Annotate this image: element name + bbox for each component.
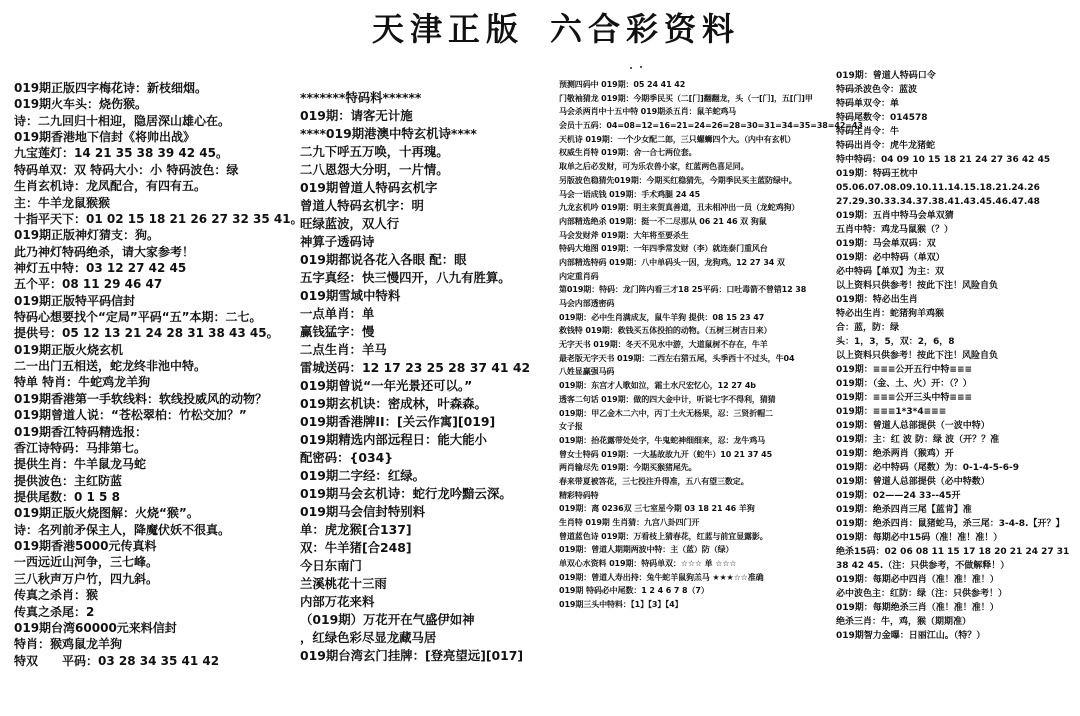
column-4-line: 头：1，3，5，双：2，6，8 [836, 337, 955, 347]
column-2-line: 曾道人特码玄机字：明 [300, 198, 424, 213]
column-4-line: 019期：曾道人总部提供（必中特数） [836, 477, 990, 487]
column-4 [836, 69, 1074, 649]
column-1-line: 特单 特肖：牛蛇鸡龙羊狗 [14, 375, 151, 390]
title-right: 六合彩资料 [550, 10, 741, 48]
column-3-line: 两肖输尽先 019期：今期买猴猪尾先。 [559, 463, 697, 473]
column-1-line: 特双 平码：03 28 34 35 41 42 [14, 653, 220, 668]
column-4-line: 019期：绝杀四肖：鼠猪蛇马，杀三尾：3-4-8.【开？】 [836, 519, 1065, 529]
column-3-line: 019期：曾道人期期两波中特：主（蓝）防（绿） [559, 545, 734, 555]
column-4-line: 27.29.30.33.34.37.38.41.43.45.46.47.48 [836, 197, 1040, 207]
column-2-line: 019期精选内部远程日：能大能小 [300, 432, 487, 447]
column-1-line: 提供尾数：0 1 5 8 [14, 489, 120, 504]
column-3-line: 女子报 [559, 422, 583, 432]
column-4-line: 019期：特必出生肖 [836, 295, 918, 305]
column-2-line: 019期台湾玄门挂牌：[登亮望远][017] [300, 648, 524, 663]
column-1-line: 五个平：08 11 29 46 47 [14, 277, 163, 292]
column-4-line: 特码出肖令：虎牛龙猪蛇 [836, 141, 936, 151]
column-2-line: 单：虎龙猴[合137] [300, 522, 412, 537]
column-2-line: 019期二字经：红绿。 [300, 468, 425, 483]
column-4-line: 019期：绝杀两肖（猴鸡）开 [836, 449, 954, 459]
column-3-line: 天机诗 019期：一个少女配二郎，三只螺蛳四个大。（内中有玄机） [559, 134, 796, 144]
column-1-line: 019期香江特码精选报： [14, 424, 148, 439]
column-4-line: 019期：特码王枕中 [836, 169, 918, 179]
column-1 [14, 80, 303, 680]
column-1-line: 提供号：05 12 13 21 24 28 31 38 43 45。 [14, 326, 279, 341]
print-speck [630, 67, 632, 69]
title-left: 天津正版 [372, 10, 525, 48]
column-3-line: 无字天书 019期：冬天不见水中游，大道鼠树不存在，牛羊 [559, 340, 768, 350]
column-3-line: 单双心水资料 019期：特码单双：☆☆☆ 单 ☆☆☆ [559, 559, 737, 569]
column-1-line: 三八秋声万户竹，四九斜。 [14, 571, 159, 586]
column-1-line: 019期曾道人说：“苍松翠柏：竹松交加？” [14, 408, 247, 423]
column-1-line: 019期香港地下信封《将帅出战》 [14, 130, 196, 145]
column-2 [300, 89, 555, 674]
column-3-line: 精彩特码特 [559, 490, 599, 500]
column-1-line: 诗：名列前矛保主人，降魔伏妖不很真。 [14, 522, 231, 537]
column-3-line: 内部精选绝杀 019期：挺一不二尽那从 06 21 46 双 狗鼠 [559, 216, 767, 226]
column-3-line: 生肖特 019期 生肖猜：九宫八卦四门开 [559, 518, 700, 527]
column-2-line: 一点单肖：单 [300, 306, 375, 321]
column-4-line: 019期：必中特码（单双） [836, 253, 945, 263]
column-4-line: 019期：02——24 33--45开 [836, 491, 961, 501]
column-2-line: 旺绿蓝波，双人行 [300, 216, 400, 231]
column-1-line: 十指平天下：01 02 15 18 21 26 27 32 35 41。 [14, 211, 303, 226]
column-4-line: 特中特码：04 09 10 15 18 21 24 27 36 42 45 [836, 155, 1051, 165]
column-3-line: 春来带夏被答花，三七投注升得准，五八有望三数定。 [559, 476, 749, 486]
column-3-line: 马会杀两肖中十五中特 019期杀五肖：鼠羊蛇鸡马 [559, 107, 737, 117]
column-1-line: 传真之杀肖：猴 [14, 588, 99, 603]
column-4-line: 特码生肖令：牛 [836, 127, 900, 137]
column-3-line: 马会发财斧 019期：大年将至要杀生 [559, 230, 689, 240]
column-3 [559, 78, 863, 618]
column-2-line: 019期：请客无计施 [300, 108, 413, 123]
column-2-line: 内部万花来料 [300, 594, 375, 609]
column-2-line: 双：牛羊猪[合248] [300, 540, 412, 555]
column-2-line: 配密码：{034} [300, 450, 394, 465]
column-1-line: 019期正版神灯猜支：狗。 [14, 228, 160, 243]
column-1-line: 此乃神灯特码绝杀，请大家参考！ [14, 244, 195, 259]
column-1-line: 神灯五中特：03 12 27 42 45 [14, 260, 187, 275]
column-1-line: 019期台湾60000元来料信封 [14, 620, 177, 635]
column-1-line: 特肖：猴鸡鼠龙羊狗 [14, 637, 123, 652]
column-1-line: 提供生肖：牛羊鼠龙马蛇 [14, 457, 147, 472]
column-2-line: ，红绿色彩尽显龙藏马居 [300, 630, 437, 645]
column-2-line: 雷城送码：12 17 23 25 28 37 41 42 [300, 360, 531, 375]
column-4-line: 特码单双令：单 [836, 99, 900, 109]
column-2-line: 019期曾说“一年光景还可以。” [300, 378, 473, 393]
column-2-line: 今日东南门 [300, 558, 362, 573]
column-4-line: 019期：绝杀四肖三尾【蓝肯】准 [836, 505, 972, 515]
column-4-line: 019期：每期绝杀三肖（准！准！准！） [836, 603, 999, 613]
column-1-line: 019期正版四字梅花诗：新枝细烟。 [14, 81, 208, 95]
column-4-line: 019期：马会单双码：双 [836, 239, 936, 249]
column-4-line: 019期：（金、土、火）开：（？） [836, 379, 972, 389]
column-4-line: 019期：≡≡≡1*3*4≡≡≡ [836, 407, 947, 417]
column-1-line: 019期正版特平码信封 [14, 293, 136, 308]
column-2-line: 019期曾道人特码玄机字 [300, 180, 438, 195]
column-2-line: *******特码料****** [300, 90, 422, 105]
column-3-line: 019期 特码必中尾数：1 2 4 6 7 8（7） [559, 586, 709, 596]
column-2-line: 兰溪桃花十三雨 [300, 576, 387, 591]
column-3-line: 内部精选特码 019期：八中单码头一因，龙狗鸡。12 27 34 双 [559, 257, 785, 267]
column-1-line: 诗：二九回归十相迎，隐居深山雄心在。 [14, 113, 231, 128]
column-4-line: 019期：每期必中四肖（准！准！准！） [836, 575, 999, 585]
column-1-line: 019期香港第一手软线料：软线投威风的动物？ [14, 391, 268, 406]
column-1-line: 传真之杀尾：2 [14, 604, 95, 619]
column-4-line: 特必出生肖：蛇猪狗羊鸡猴 [836, 309, 945, 319]
column-2-line: 神算子透码诗 [300, 234, 375, 249]
column-2-line: 019期香港牌II：[关云作寓][019] [300, 414, 496, 429]
column-2-line: 019期马会玄机诗：蛇行龙吟黯云深。 [300, 486, 512, 501]
column-4-line: 019期：每期必中15码（准！准！准！） [836, 533, 1003, 543]
column-4-line: 019期：≡≡≡公开三头中特≡≡≡ [836, 393, 973, 403]
column-4-line: 合：蓝，防：绿 [836, 323, 900, 333]
column-4-line: 019期：五肖中特马会单双猜 [836, 211, 954, 221]
column-4-line: 绝杀15码：02 06 08 11 15 17 18 20 21 24 27 31 [836, 547, 1070, 557]
column-1-line: 特码心想要找个“定局”平码“五”本期：二七。 [14, 310, 262, 325]
column-2-line: 二点生肖：羊马 [300, 342, 387, 357]
column-2-line: （019期）万花开在气盛伊如神 [300, 612, 475, 627]
column-4-line: 以上资料只供参考！按此下注！风险自负 [836, 351, 999, 361]
page-title [372, 8, 792, 50]
column-3-line: 透客二句话 019期：做的四大金中计，听说七字不得利，猜猜 [559, 394, 776, 404]
column-3-line: 救钱特 019期：救钱买五体投拍的动物。（五树三树吉日来） [559, 326, 772, 336]
column-2-line: 019期马会信封特别料 [300, 504, 425, 519]
column-3-line: 019期：甲乙金木二六中，丙丁土火无杨果，忍：三贤折帽二 [559, 408, 773, 418]
column-4-line: 必中波色主：红防：绿（注：只供参考！） [836, 589, 1008, 599]
column-4-line: 019期：曾道人总部提供（一波中特） [836, 421, 990, 431]
column-3-line: 019期：抬花露带处处字，牛鬼蛇神细细来，忍：龙牛鸡马 [559, 435, 765, 445]
column-3-line: 第019期：特码：龙门阵内看三才18 25平码：口吐毒箭不曾错12 38 [559, 285, 807, 295]
column-1-line: 提供波色：主红防蓝 [14, 473, 123, 488]
column-1-line: 019期正版火烧图解：火烧“猴”。 [14, 506, 199, 521]
column-4-line: 五肖中特：鸡龙马鼠猴（？） [836, 225, 954, 235]
column-3-line: 马会内部透密码 [559, 299, 615, 308]
column-3-line: 九龙玄机吟 019期：明主来贺真善道，丑未相冲出一员（龙蛇鸡狗） [559, 203, 800, 213]
column-3-line: 取单之后必发财，可为乐农兽小家，红蓝两色喜足同。 [559, 162, 749, 172]
column-2-line: 019期都说各花入各眼 配：眼 [300, 252, 467, 267]
column-1-line: 九宝莲灯：14 21 35 38 39 42 45。 [14, 146, 228, 161]
column-4-line: 019期：曾道人特码口令 [836, 71, 936, 81]
column-4-line: 019期：主：红 波 防：绿 波（开？？准 [836, 435, 1000, 445]
column-3-line: 曾女士特码 019期：一大基故故九开（蛇牛）10 21 37 45 [559, 449, 773, 459]
column-3-line: 另版波色稳猜先019期：今期买红稳猜先，今期季民买主蓝防绿中。 [559, 175, 797, 185]
column-4-line: 以上资料只供参考！按此下注！风险自负 [836, 281, 999, 291]
column-4-line: 019期：≡≡≡公开五行中特≡≡≡ [836, 365, 973, 375]
column-4-line: 05.06.07.08.09.10.11.14.15.18.21.24.26 [836, 183, 1040, 193]
column-3-line: 019期：必中生肖满成友，鼠牛羊狗 提供：08 15 23 47 [559, 312, 765, 322]
column-4-line: 必中特码【单双】为主：双 [836, 267, 945, 277]
column-3-line: 门敬袖猜龙 019期：今期季民买（二[门]翻翻龙，头（一[门]，五[门]甲 [559, 93, 813, 103]
column-1-line: 019期正版火烧玄机 [14, 342, 124, 357]
column-3-line: 八姓显赢强马码 [559, 367, 615, 377]
column-2-line: 019期玄机诀：密成林，叶森森。 [300, 396, 487, 411]
column-2-line: 五字真经：快三慢四开，八九有胜算。 [300, 270, 511, 285]
column-4-line: 绝杀三肖：牛，鸡，猴（期期准） [836, 617, 972, 627]
column-2-line: 赢钱猛字：慢 [300, 324, 375, 339]
column-4-line: 特码杀波色令：蓝波 [836, 85, 918, 95]
column-2-line: ****019期港澳中特玄机诗**** [300, 126, 477, 141]
column-2-line: 019期雪域中特料 [300, 288, 401, 303]
column-3-line: 019期：东宫才人歌如泣，霜土水尺宏忆心，12 27 4b [559, 381, 756, 391]
column-4-line: 38 42 45.（注：只供参考，不做解释！） [836, 561, 1010, 571]
print-speck [640, 66, 642, 68]
column-1-line: 生肖玄机诗：龙凤配合，有四有五。 [14, 179, 207, 194]
column-3-line: 019期：离 0236双 三七室星今期 03 18 21 46 羊狗 [559, 504, 755, 514]
column-3-line: 019期三头中特料：【1】【3】【4】 [559, 600, 683, 610]
column-1-line: 二一出门五相送，蛇龙终非池中特。 [14, 359, 207, 374]
column-2-line: 二九下呼五万唤，十再瑰。 [300, 144, 449, 159]
column-4-line: 019期智力金曝：日丽江山。（特？） [836, 631, 986, 641]
column-3-line: 最老版无字天书 019期：二西左右猎五尾，头季西十不过头，牛04 [559, 353, 795, 363]
column-3-line: 马会一语成钱 019期：手术鸡腿 24 45 [559, 189, 701, 199]
column-3-line: 预测四码中 019期：05 24 41 42 [559, 80, 686, 89]
column-1-line: 一西远近山河争，三七峰。 [14, 555, 159, 570]
column-1-line: 香江诗特码：马排第七。 [14, 440, 147, 455]
column-1-line: 主：牛羊龙鼠猴猴 [14, 195, 111, 210]
column-3-line: 内定重肖码 [559, 271, 599, 281]
column-3-line: 019期：曾道人寿出持：兔牛蛇羊鼠狗羔马 ★★★☆☆准确 [559, 572, 764, 582]
column-1-line: 019期香港5000元传真料 [14, 539, 157, 554]
column-3-line: 特码大地图 019期：一年四季常发财（李）就连泰门重风台 [559, 244, 768, 254]
column-3-line: 权威生肖特 019期：舍一合七两位套。 [559, 148, 697, 158]
column-3-line: 会员十五码：04=08=12=16=21=24=26=28=30=31=34=35=38=42=43 [559, 121, 863, 131]
column-4-line: 019期：必中特码（尾数）为：0-1-4-5-6-9 [836, 463, 1020, 473]
column-1-line: 019期火车头：烧伤猴。 [14, 97, 148, 112]
column-2-line: 二八恩怨大分明，一片情。 [300, 162, 449, 177]
column-4-line: 特码尾数令：014578 [836, 113, 928, 123]
column-1-line: 特码单双：双 特码大小：小 特码波色：绿 [14, 162, 239, 177]
column-3-line: 曾道蓝色诗 019期：万看枝上猜春花，红蓝与前宜显露影。 [559, 531, 768, 541]
